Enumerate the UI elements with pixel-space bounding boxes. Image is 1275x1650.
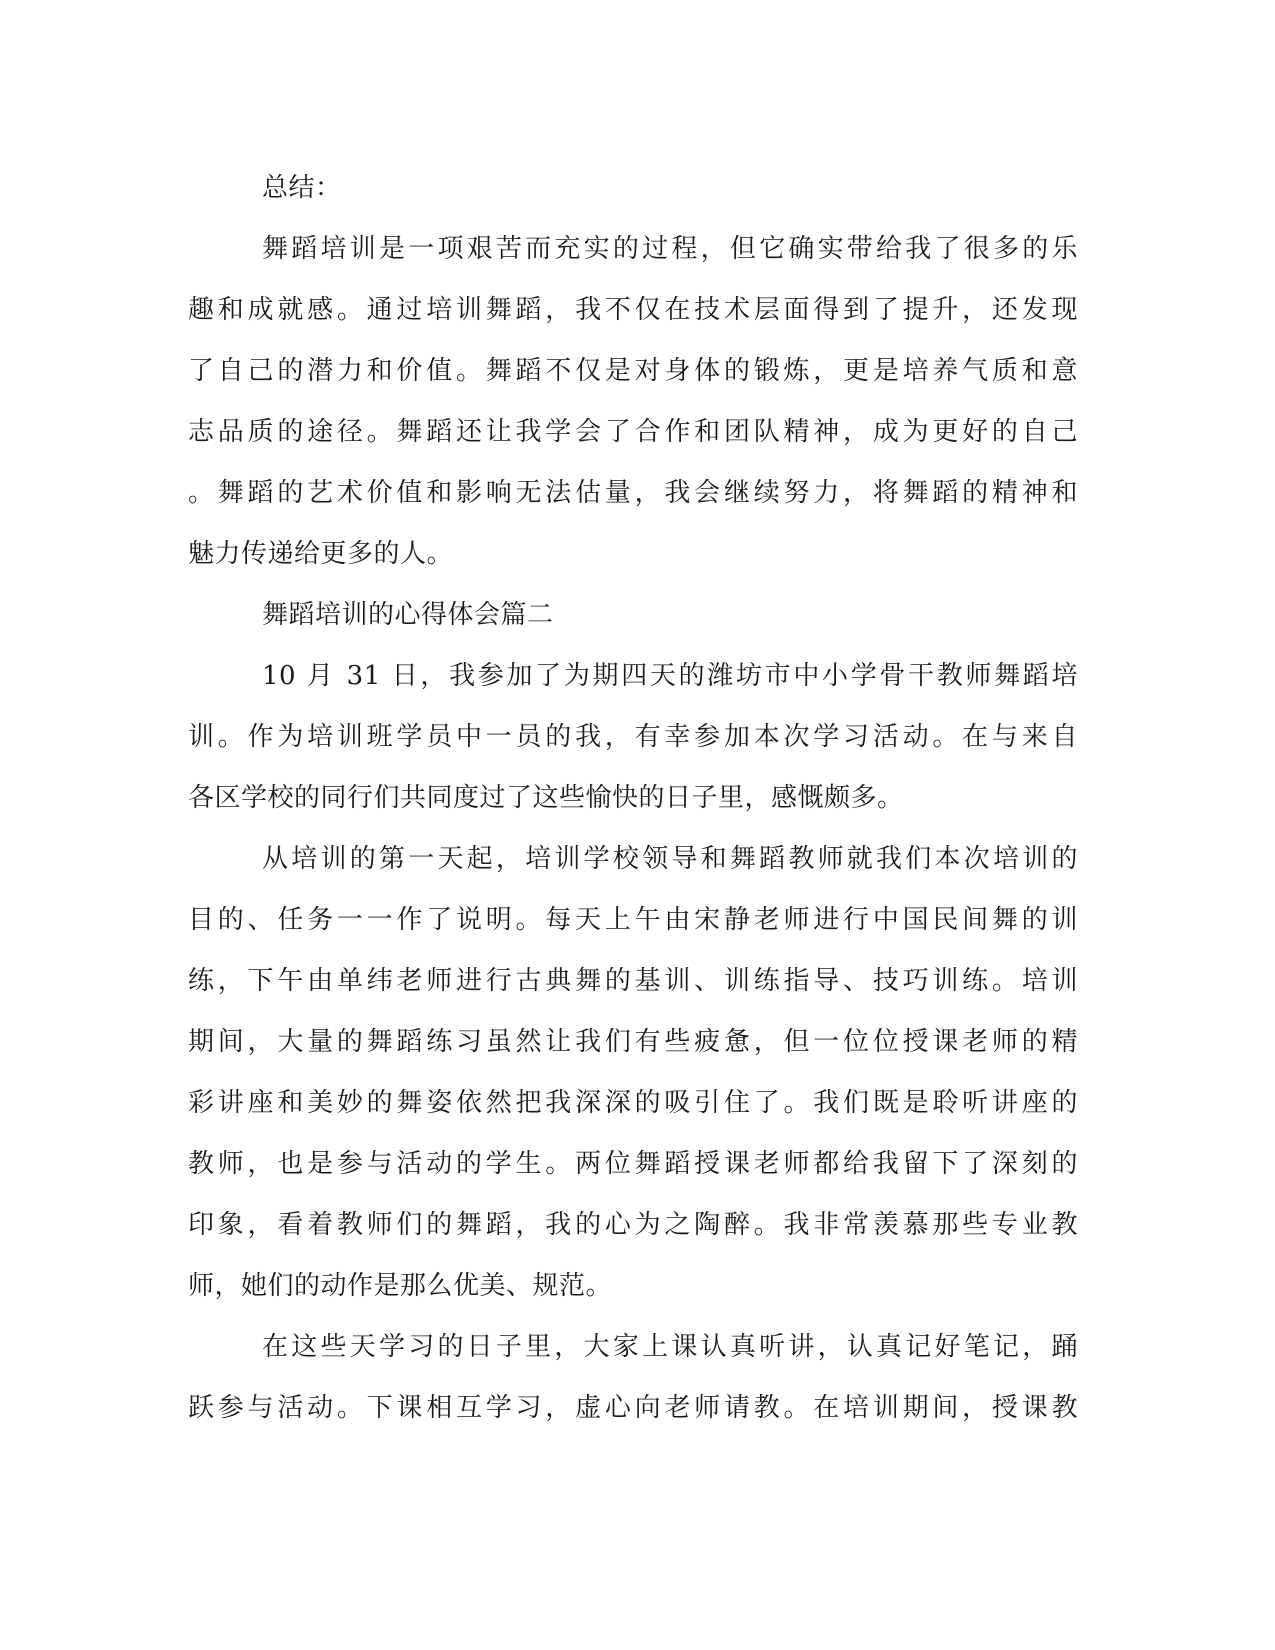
text-line: 魅力传递给更多的人。 <box>188 539 454 569</box>
text-line: 志品质的途径。舞蹈还让我学会了合作和团队精神，成为更好的自己 <box>188 417 1078 447</box>
text-line: 了自己的潜力和价值。舞蹈不仅是对身体的锻炼，更是培养气质和意 <box>188 356 1078 386</box>
text-line: 练，下午由单纬老师进行古典舞的基训、训练指导、技巧训练。培训 <box>188 966 1078 996</box>
text-line: 目的、任务一一作了说明。每天上午由宋静老师进行中国民间舞的训 <box>188 905 1078 935</box>
text-line: 训。作为培训班学员中一员的我，有幸参加本次学习活动。在与来自 <box>188 722 1078 752</box>
text-line: 。舞蹈的艺术价值和影响无法估量，我会继续努力，将舞蹈的精神和 <box>188 478 1078 508</box>
text-line: 印象，看着教师们的舞蹈，我的心为之陶醉。我非常羡慕那些专业教 <box>188 1210 1078 1240</box>
text-line: 跃参与活动。下课相互学习，虚心向老师请教。在培训期间，授课教 <box>188 1393 1078 1423</box>
text-line: 在这些天学习的日子里，大家上课认真听讲，认真记好笔记，踊 <box>262 1332 1078 1362</box>
text-line: 趣和成就感。通过培训舞蹈，我不仅在技术层面得到了提升，还发现 <box>188 295 1078 325</box>
text-line: 从培训的第一天起，培训学校领导和舞蹈教师就我们本次培训的 <box>262 844 1078 874</box>
text-line: 舞蹈培训是一项艰苦而充实的过程，但它确实带给我了很多的乐 <box>262 234 1078 264</box>
text-line: 教师，也是参与活动的学生。两位舞蹈授课老师都给我留下了深刻的 <box>188 1149 1078 1179</box>
document-body <box>188 158 1078 1439</box>
text-line: 各区学校的同行们共同度过了这些愉快的日子里，感慨颇多。 <box>188 783 904 813</box>
text-line: 期间，大量的舞蹈练习虽然让我们有些疲惫，但一位位授课老师的精 <box>188 1027 1078 1057</box>
section-summary-heading: 总结： <box>262 173 342 203</box>
text-line: 10 月 31 日，我参加了为期四天的潍坊市中小学骨干教师舞蹈培 <box>262 661 1078 691</box>
section-two-heading: 舞蹈培训的心得体会篇二 <box>262 600 554 630</box>
text-line: 彩讲座和美妙的舞姿依然把我深深的吸引住了。我们既是聆听讲座的 <box>188 1088 1078 1118</box>
text-line: 师，她们的动作是那么优美、规范。 <box>188 1271 613 1301</box>
